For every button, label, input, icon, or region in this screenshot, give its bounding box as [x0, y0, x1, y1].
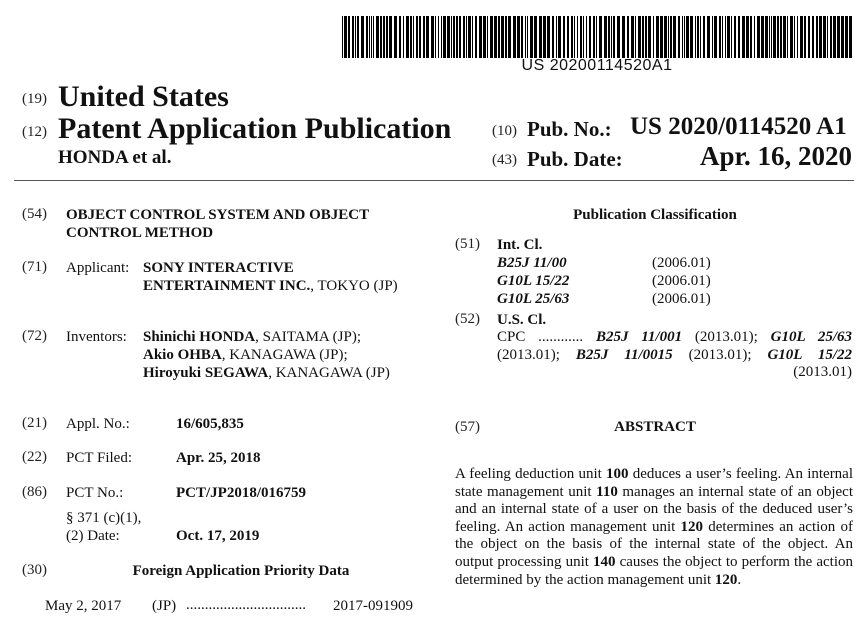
- cpc-label: CPC: [497, 329, 526, 345]
- us-cl-code: (52): [455, 311, 480, 327]
- cpc-class: B25J 11/0015: [575, 346, 673, 363]
- pubno-label: Pub. No.:: [527, 117, 612, 141]
- foreign-priority-code: (30): [22, 562, 47, 578]
- inventor: [143, 364, 403, 382]
- header-divider: [14, 180, 854, 181]
- cpc-version: (2013.01);: [694, 329, 758, 345]
- pct-filed-code: (22): [22, 449, 47, 465]
- int-cl-label: Int. Cl.: [497, 237, 543, 253]
- priority-number: 2017-091909: [333, 598, 413, 614]
- section-371-date: Oct. 17, 2019: [176, 528, 260, 544]
- section-371-date-label: (2) Date:: [66, 528, 120, 544]
- cpc-class: G10L 25/63: [770, 329, 853, 345]
- abstract-segment: determines an action of the object on the basis of the internal state of the object. An output processing unit: [455, 518, 853, 570]
- country-code: (19): [22, 91, 47, 107]
- inventor-name: Hiroyuki SEGAWA: [143, 365, 269, 381]
- applicant-code: (71): [22, 259, 47, 275]
- appl-no-code: (21): [22, 415, 47, 431]
- country: United States: [58, 80, 229, 113]
- cpc-version: (2013.01);: [688, 346, 752, 363]
- abstract-text: [455, 466, 853, 589]
- inventor-name: Shinichi HONDA: [143, 329, 256, 345]
- abstract-segment: A feeling deduction unit: [455, 466, 606, 482]
- barcode-number: US 20200114520A1: [521, 57, 673, 74]
- pct-filed-value: Apr. 25, 2018: [176, 450, 261, 466]
- invention-title: OBJECT CONTROL SYSTEM AND OBJECT CONTROL METHOD: [66, 207, 369, 241]
- publication-classification-title: Publication Classification: [573, 207, 737, 223]
- int-cl-class: G10L 15/22: [497, 273, 570, 289]
- inventors-label: Inventors:: [66, 329, 127, 345]
- authors: HONDA et al.: [58, 147, 172, 168]
- unit-ref: 140: [593, 553, 616, 570]
- int-cl-class: B25J 11/00: [497, 255, 567, 271]
- priority-dots: ................................: [186, 597, 306, 613]
- applicant-name: SONY INTERACTIVE ENTERTAINMENT INC.: [143, 260, 311, 294]
- cpc-classification: [497, 329, 852, 382]
- pct-no-value: PCT/JP2018/016759: [176, 485, 306, 501]
- inventor-location: , SAITAMA (JP);: [255, 329, 362, 345]
- inventor-location: , KANAGAWA (JP);: [221, 347, 348, 363]
- appl-no-value: 16/605,835: [176, 416, 244, 432]
- applicant-label: Applicant:: [66, 260, 130, 276]
- int-cl-class: G10L 25/63: [497, 291, 570, 307]
- pubdate-code: (43): [492, 152, 517, 168]
- cpc-class: B25J 11/001: [595, 329, 683, 345]
- abstract-segment: deduces a user’s feeling. An internal state management unit: [455, 466, 854, 500]
- inventor-location: , KANAGAWA (JP): [268, 365, 390, 381]
- int-cl-version: (2006.01): [652, 291, 711, 307]
- pct-no-label: PCT No.:: [66, 485, 124, 501]
- applicant-location: , TOKYO (JP): [310, 278, 398, 294]
- abstract-segment: causes the object to perform the action determined by the action management unit: [455, 553, 854, 588]
- inventor-name: Akio OHBA: [143, 347, 222, 363]
- int-cl-version: (2006.01): [652, 255, 711, 271]
- inventors-code: (72): [22, 328, 47, 344]
- pct-filed-label: PCT Filed:: [66, 450, 132, 466]
- publication-number: US 2020/0114520 A1: [630, 113, 847, 140]
- cpc-version: (2013.01): [793, 364, 852, 380]
- unit-ref: 110: [596, 483, 618, 500]
- inventors-list: [143, 328, 403, 382]
- appl-no-label: Appl. No.:: [66, 416, 130, 432]
- us-cl-label: U.S. Cl.: [497, 312, 547, 328]
- inventor: [143, 328, 403, 346]
- abstract-title: ABSTRACT: [614, 419, 696, 435]
- publication-date: Apr. 16, 2020: [699, 141, 852, 171]
- cpc-dots: ............: [538, 329, 584, 345]
- unit-ref: 100: [606, 466, 629, 482]
- foreign-priority-title: Foreign Application Priority Data: [132, 563, 350, 579]
- priority-country: (JP): [152, 598, 177, 614]
- unit-ref: 120: [714, 571, 738, 588]
- unit-ref: 120: [680, 518, 704, 535]
- cpc-version: (2013.01);: [497, 346, 560, 363]
- int-cl-code: (51): [455, 236, 480, 252]
- pubno-code: (10): [492, 123, 517, 139]
- barcode: [342, 16, 852, 58]
- pubtype-code: (12): [22, 124, 47, 140]
- inventor: [143, 346, 403, 364]
- pubdate-label: Pub. Date:: [527, 147, 623, 171]
- title-code: (54): [22, 206, 47, 222]
- abstract-segment: manages an internal state of an object and an internal state of a user on the basis of the deduced user’s feeling. An action management unit: [455, 483, 853, 535]
- int-cl-version: (2006.01): [652, 273, 711, 289]
- applicant-value: [143, 259, 413, 295]
- publication-type: Patent Application Publication: [58, 112, 452, 145]
- abstract-segment: .: [737, 571, 742, 588]
- priority-date: May 2, 2017: [45, 598, 122, 614]
- pct-no-code: (86): [22, 484, 47, 500]
- cpc-class: G10L 15/22: [767, 346, 852, 363]
- section-371-label: § 371 (c)(1),: [66, 510, 142, 526]
- abstract-code: (57): [455, 419, 480, 435]
